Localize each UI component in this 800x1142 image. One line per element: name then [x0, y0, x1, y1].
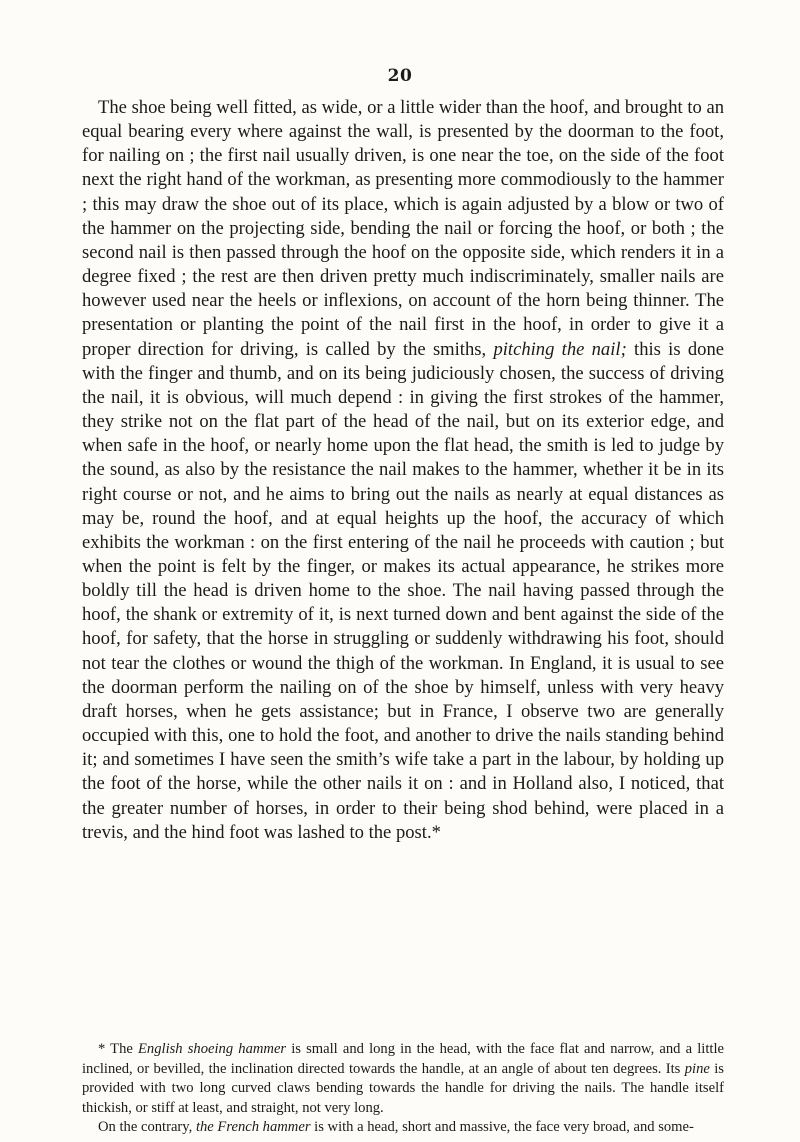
footnote: [82, 1040, 724, 1138]
footnote-italic-pine: pine: [684, 1060, 710, 1077]
footnote-text-part-1: * The: [98, 1041, 138, 1057]
page-number: 20: [387, 66, 413, 86]
footnote-paragraph-1: [82, 1040, 724, 1118]
footnote-line2-part-2: is with a head, short and massive, the face very broad, and some-: [310, 1119, 694, 1136]
footnote-text-part-2: is small and long in the head, with the face flat and narrow, and a little inclined, or bevilled, the inclination directed towards the handle, at an angle of about ten degrees. Its: [82, 1041, 724, 1077]
footnote-italic-english-hammer: English shoeing hammer: [138, 1041, 287, 1057]
footnote-paragraph-2: [82, 1118, 724, 1138]
body-paragraph: [82, 96, 724, 845]
footnote-line2-part-1: On the contrary,: [98, 1119, 196, 1136]
footnote-italic-french-hammer: the French hammer: [195, 1119, 311, 1136]
body-text-part-1: The shoe being well fitted, as wide, or a little wider than the hoof, and brought to an equal bearing every where against the wall, is presented by the doorman to the foot, for nailing on ; the first nail usually driven, is one near the toe, on the side of the foot next the right hand of the workman, as presenting more commodiously to the hammer ; this may draw the shoe out of its place, which is again adjusted by a blow or two of the hammer on the projecting side, bending the nail or forcing the hoof, or both ; the second nail is then passed through the hoof on the opposite side, which renders it in a degree fixed ; the rest are then driven pretty much indiscriminately, smaller nails are however used near the heels or inflexions, on account of the horn being thinner. The presentation or planting the point of the nail first in the hoof, in order to give it a proper direction for driving, is called by the smiths,: [82, 97, 724, 360]
footnote-text-part-3: is provided with two long curved claws bending towards the handle for driving the nails. The handle itself thickish, or stiff at least, and straight, not very long.: [82, 1060, 724, 1116]
body-text-part-2: this is done with the finger and thumb, and on its being judiciously chosen, the success of driving the nail, it is obvious, will much depend : in giving the first strokes of the hammer, they strike not on the flat part of the head of the nail, but on its exterior edge, and when safe in the hoof, or nearly home upon the flat head, the smith is led to judge by the sound, as also by the resistance the nail makes to the hammer, whether it be in its right course or not, and he aims to bring out the nails as nearly at equal distances as may be, round the hoof, and at equal heights up the hoof, the accuracy of which exhibits the workman : on the first entering of the nail he proceeds with caution ; but when the point is felt by the finger, or makes its actual appearance, he strikes more boldly till the head is driven home to the shoe. The nail having passed through the hoof, the shank or extremity of it, is next turned down and bent against the side of the hoof, for safety, that the horse in struggling or suddenly withdrawing his foot, should not tear the clothes or wound the thigh of the workman. In England, it is usual to see the doorman perform the nailing on of the shoe by himself, unless with very heavy draft horses, when he gets assistance; but in France, I observe two are generally occupied with this, one to hold the foot, and another to drive the nails standing behind it; and sometimes I have seen the smith’s wife take a part in the labour, by holding up the foot of the horse, while the other nails it on : and in Holland also, I noticed, that the greater number of horses, in order to their being shod behind, were placed in a trevis, and the hind foot was lashed to the post.*: [82, 338, 724, 843]
body-italic-term: pitching the nail;: [493, 338, 627, 360]
